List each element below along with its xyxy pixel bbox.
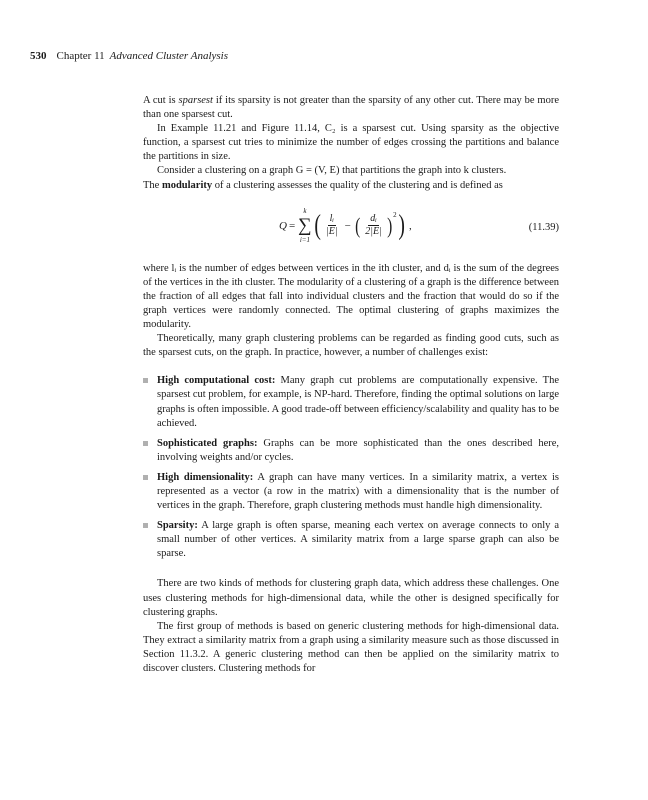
eq-trailing-comma: ,	[408, 219, 412, 232]
eq-equals: =	[288, 219, 296, 232]
eq-exponent: 2	[393, 210, 397, 219]
paragraph-modularity-intro	[143, 179, 559, 193]
paragraph-example: In Example 11.21 and Figure 11.14, C₂ is a sparsest cut. Using sparsity as the objective function, a sparsest cut tries to minimize the number of edges crossing the partitions and balance the partitions in size.	[143, 123, 559, 163]
bullet-text: Many graph cut problems are computationally expensive. The sparsest cut problem, for example, is NP-hard. Therefore, finding the optimal solutions on large graphs is often impossible. A good trade-off between efficiency/scalability and quality has to be achieved.	[157, 375, 560, 429]
bullet-term: High computational cost:	[157, 375, 276, 387]
list-item	[143, 471, 559, 513]
paragraph-text: of a clustering assesses the quality of the clustering and is defined as	[212, 179, 503, 191]
eq-inner-paren-open: (	[354, 212, 361, 238]
eq-inner-paren-close: )	[386, 212, 393, 238]
equation-body	[279, 204, 412, 248]
equation-11-39	[143, 198, 559, 258]
chapter-title: Advanced Cluster Analysis	[109, 50, 229, 62]
eq-fraction-degrees	[363, 213, 384, 238]
frac-numerator: dᵢ	[370, 213, 377, 225]
term-modularity: modularity	[161, 179, 213, 191]
list-item	[143, 519, 559, 561]
eq-paren-open: (	[314, 209, 321, 241]
bullet-term: Sparsity:	[157, 520, 198, 532]
bullet-text: A graph can have many vertices. In a similarity matrix, a vertex is represented as a vector (a row in the matrix) with a dimensionality that is the number of vertices in the graph. Therefore, graph clustering methods must handle high dimensionality.	[157, 471, 559, 512]
paragraph-two-kinds: There are two kinds of methods for clustering graph data, which address these challenges. One uses clustering methods for high-dimensional data, while the other is designed specifically for clustering graphs.	[143, 578, 559, 618]
sum-lower-limit: i=1	[299, 235, 311, 244]
eq-paren-close: )	[398, 209, 405, 241]
chapter-label: Chapter 11	[56, 50, 105, 62]
eq-summation	[298, 207, 312, 245]
eq-minus: −	[344, 219, 351, 232]
running-head	[30, 50, 228, 62]
equation-number: (11.39)	[528, 221, 559, 233]
paragraph-first-group: The first group of methods is based on generic clustering methods for high-dimensional data. They extract a similarity matrix from a graph using a similarity measure such as those discussed in Section 11.3.2. A generic clustering method can then be applied on the similarity matrix to discover clusters. Clustering methods for	[143, 620, 559, 674]
sum-sigma: ∑	[298, 214, 312, 236]
list-item	[143, 437, 559, 465]
bullet-term: High dimensionality:	[157, 471, 254, 483]
bullet-text: Graphs can be more sophisticated than the ones described here, involving weights and/or cycles.	[157, 437, 560, 463]
bullet-square-icon	[143, 475, 148, 480]
bullet-term: Sophisticated graphs:	[157, 437, 258, 449]
paragraph-text: The	[143, 179, 162, 191]
paragraph-text: A cut is	[143, 95, 179, 106]
challenge-list	[143, 374, 559, 561]
page-number: 530	[30, 50, 47, 62]
paragraph-text: if its sparsity is not greater than the sparsity of any other cut. There may be more than one sparsest cut.	[143, 95, 559, 121]
main-text	[143, 94, 559, 676]
sum-upper-limit: k	[303, 206, 307, 215]
frac-denominator: 2|E|	[365, 226, 382, 238]
bullet-square-icon	[143, 523, 148, 528]
bullet-square-icon	[143, 378, 148, 383]
list-item	[143, 374, 559, 430]
paragraph-sparsest-cut	[143, 94, 559, 122]
frac-numerator: lᵢ	[329, 213, 335, 225]
bullet-square-icon	[143, 441, 148, 446]
bullet-text: A large graph is often sparse, meaning each vertex on average connects to only a small number of other vertices. A similarity matrix from a large sparse graph can also be sparse.	[157, 520, 559, 560]
paragraph-modularity-explained: where lᵢ is the number of edges between vertices in the ith cluster, and dᵢ is the sum of the degrees of the vertices in the ith cluster. The modularity of a clustering of a graph is the difference between the fraction of all edges that fall into individual clusters and the fraction that would do so if the graph vertices were randomly connected. The optimal clustering of graphs maximizes the modularity.	[143, 262, 559, 331]
frac-denominator: |E|	[326, 226, 338, 238]
emphasis-sparsest: sparsest	[178, 95, 213, 106]
paragraph-clustering-graph: Consider a clustering on a graph G = (V, E) that partitions the graph into k clusters.	[157, 165, 507, 177]
eq-fraction-edges	[324, 213, 340, 238]
paragraph-challenges-intro: Theoretically, many graph clustering problems can be regarded as finding good cuts, such as the sparsest cuts, on the graph. In practice, however, a number of challenges exist:	[143, 333, 559, 359]
eq-lhs: Q	[279, 219, 287, 232]
